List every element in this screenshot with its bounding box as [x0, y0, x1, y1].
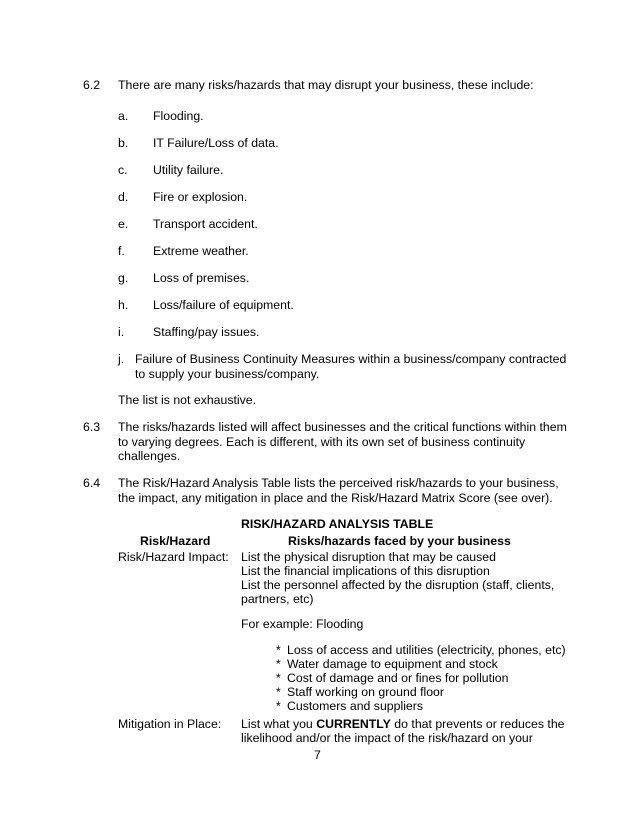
mitigation-text-pre: List what you: [241, 717, 317, 731]
mitigation-line1: [241, 717, 565, 732]
bullet-marker: *: [276, 671, 281, 685]
bullet-item: Loss of access and utilities (electricity, phones, etc): [287, 643, 566, 657]
bullet-marker: *: [276, 657, 281, 671]
list-item-letter: e.: [118, 217, 129, 231]
list-item-letter: g.: [118, 271, 129, 285]
list-item-text: Extreme weather.: [153, 244, 249, 258]
section-6-2-intro: There are many risks/hazards that may disrupt your business, these include:: [118, 78, 534, 92]
impact-line: List the financial implications of this disruption: [241, 564, 490, 578]
list-item-letter: d.: [118, 190, 129, 204]
bullet-marker: *: [276, 643, 281, 657]
impact-label: Risk/Hazard Impact:: [118, 550, 229, 564]
bullet-item: Customers and suppliers: [287, 699, 424, 713]
table-title: RISK/HAZARD ANALYSIS TABLE: [241, 517, 434, 531]
section-number-6-3: 6.3: [83, 420, 101, 434]
bullet-item: Staff working on ground floor: [287, 685, 444, 699]
list-item-letter: a.: [118, 109, 129, 123]
list-item-letter: c.: [118, 163, 128, 177]
section-number-6-2: 6.2: [83, 78, 101, 92]
list-item-letter: b.: [118, 136, 129, 150]
section-6-4-line1: The Risk/Hazard Analysis Table lists the perceived risk/hazards to your business,: [118, 476, 559, 490]
list-item-text: Staffing/pay issues.: [153, 325, 260, 339]
section-6-3-line2: to varying degrees. Each is different, with its own set of business continuity: [118, 434, 526, 449]
bullet-item: Water damage to equipment and stock: [287, 657, 498, 671]
bullet-marker: *: [276, 685, 281, 699]
section-6-3-line3: challenges.: [118, 449, 181, 463]
mitigation-emphasis: CURRENTLY: [316, 717, 391, 731]
table-col2-header: Risks/hazards faced by your business: [288, 534, 511, 548]
list-item-text: Loss/failure of equipment.: [153, 298, 294, 312]
list-closing-note: The list is not exhaustive.: [118, 393, 257, 407]
list-item-text: Flooding.: [153, 109, 204, 123]
mitigation-text-post: do that prevents or reduces the: [390, 717, 565, 731]
list-item-text: Utility failure.: [153, 163, 224, 177]
list-item-j-line1: Failure of Business Continuity Measures within a business/company contracted: [135, 352, 567, 366]
section-6-3-line1: The risks/hazards listed will affect businesses and the critical functions within them: [118, 420, 567, 434]
list-item-letter: j.: [118, 352, 125, 366]
impact-line: List the personnel affected by the disruption (staff, clients,: [241, 578, 555, 592]
list-item-letter: f.: [118, 244, 125, 258]
list-item-text: Transport accident.: [153, 217, 258, 231]
mitigation-line2: likelihood and/or the impact of the risk/hazard on your: [241, 731, 533, 745]
section-6-4-line2: the impact, any mitigation in place and the Risk/Hazard Matrix Score (see over).: [118, 490, 553, 505]
impact-line: partners, etc): [241, 592, 314, 606]
impact-line: List the physical disruption that may be caused: [241, 550, 496, 564]
list-item-letter: i.: [118, 325, 125, 339]
bullet-marker: *: [276, 699, 281, 713]
list-item-text: Fire or explosion.: [153, 190, 248, 204]
table-col1-header: Risk/Hazard: [140, 534, 211, 548]
list-item-letter: h.: [118, 298, 129, 312]
bullet-item: Cost of damage and or fines for pollution: [287, 671, 509, 685]
list-item-text: IT Failure/Loss of data.: [153, 136, 279, 150]
list-item-j-line2: to supply your business/company.: [135, 366, 320, 381]
mitigation-label: Mitigation in Place:: [118, 717, 222, 731]
list-item-text: Loss of premises.: [153, 271, 250, 285]
example-label: For example: Flooding: [241, 617, 364, 631]
page-number: 7: [314, 748, 321, 762]
section-number-6-4: 6.4: [83, 476, 101, 490]
